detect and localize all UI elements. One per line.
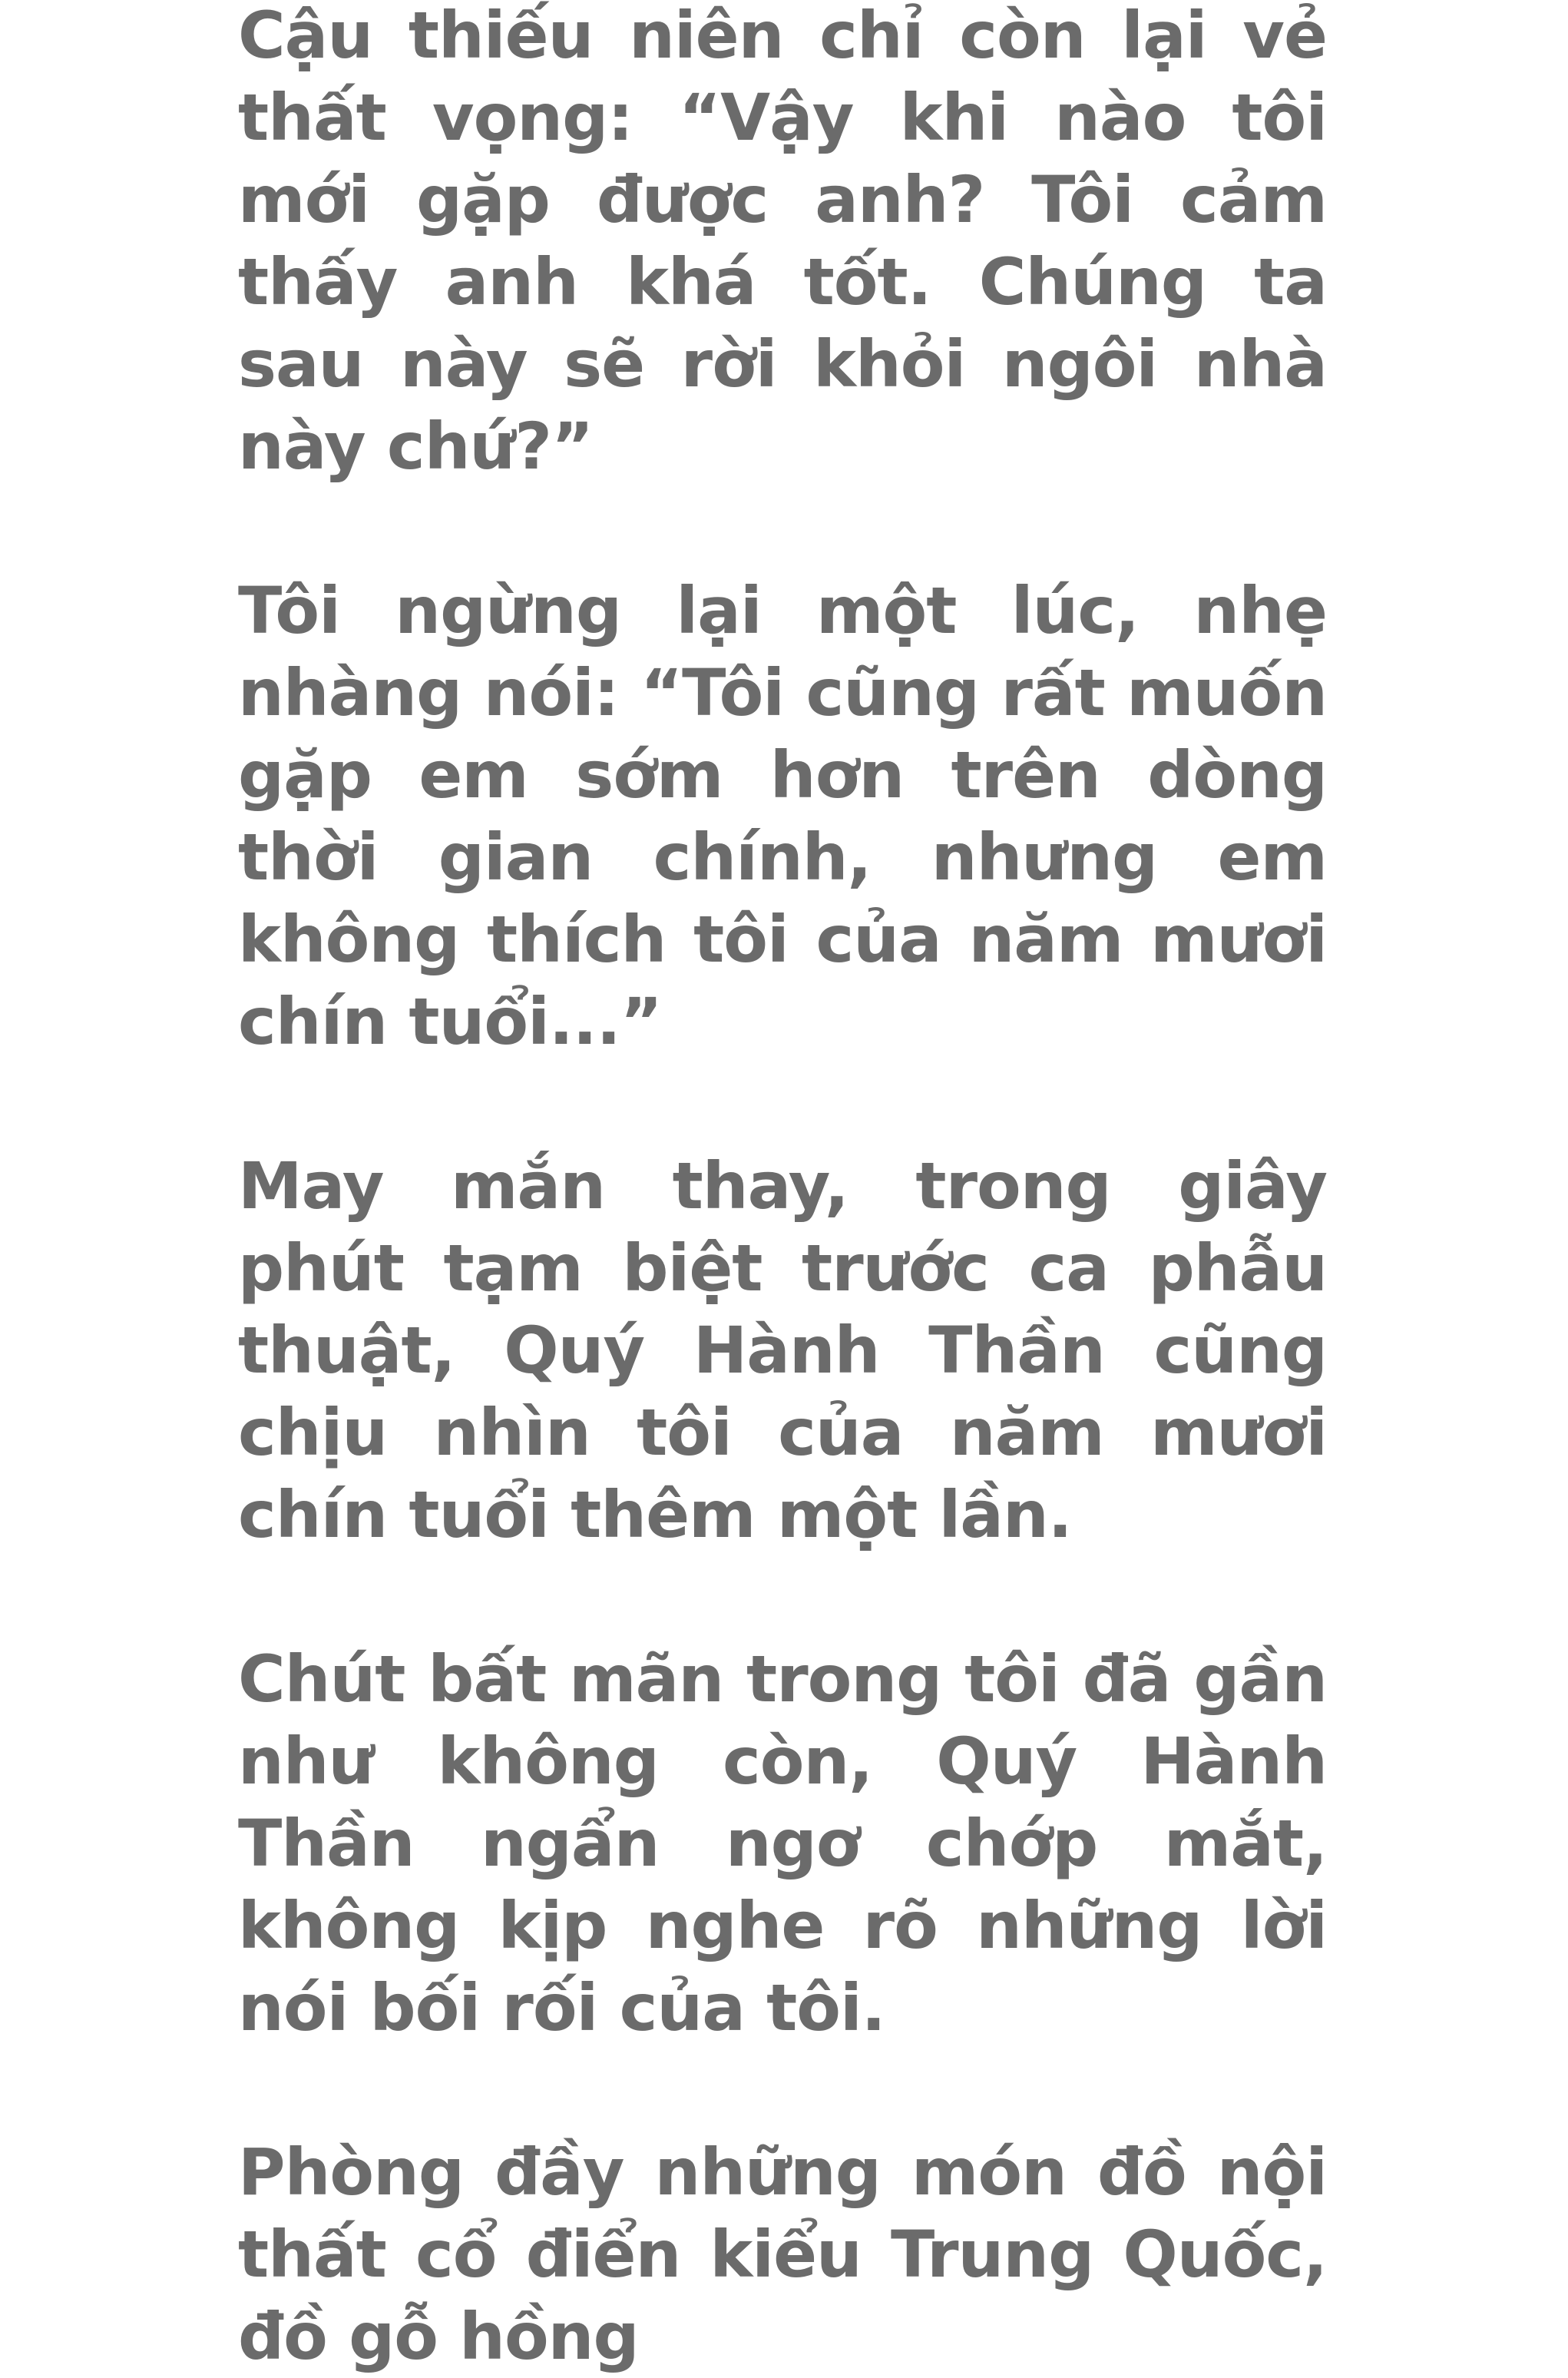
paragraph-5: Phòng đầy những món đồ nội thất cổ điển kiểu Trung Quốc, đồ gỗ hồng — [238, 2135, 1327, 2374]
paragraph-3: May mắn thay, trong giây phút tạm biệt trước ca phẫu thuật, Quý Hành Thần cũng chịu nhìn tôi của năm mươi chín tuổi thêm một lần. — [238, 1148, 1327, 1552]
reading-page[interactable] — [238, 0, 1327, 2374]
paragraph-4: Chút bất mãn trong tôi đã gần như không còn, Quý Hành Thần ngẩn ngơ chớp mắt, không kịp nghe rõ những lời nói bối rối của tôi. — [238, 1641, 1327, 2045]
paragraph-1: Cậu thiếu niên chỉ còn lại vẻ thất vọng: “Vậy khi nào tôi mới gặp được anh? Tôi cảm thấy anh khá tốt. Chúng ta sau này sẽ rời khỏi ngôi nhà này chứ?” — [238, 0, 1327, 484]
paragraph-2: Tôi ngừng lại một lúc, nhẹ nhàng nói: “Tôi cũng rất muốn gặp em sớm hơn trên dòng thời gian chính, nhưng em không thích tôi của năm mươi chín tuổi...” — [238, 573, 1327, 1059]
